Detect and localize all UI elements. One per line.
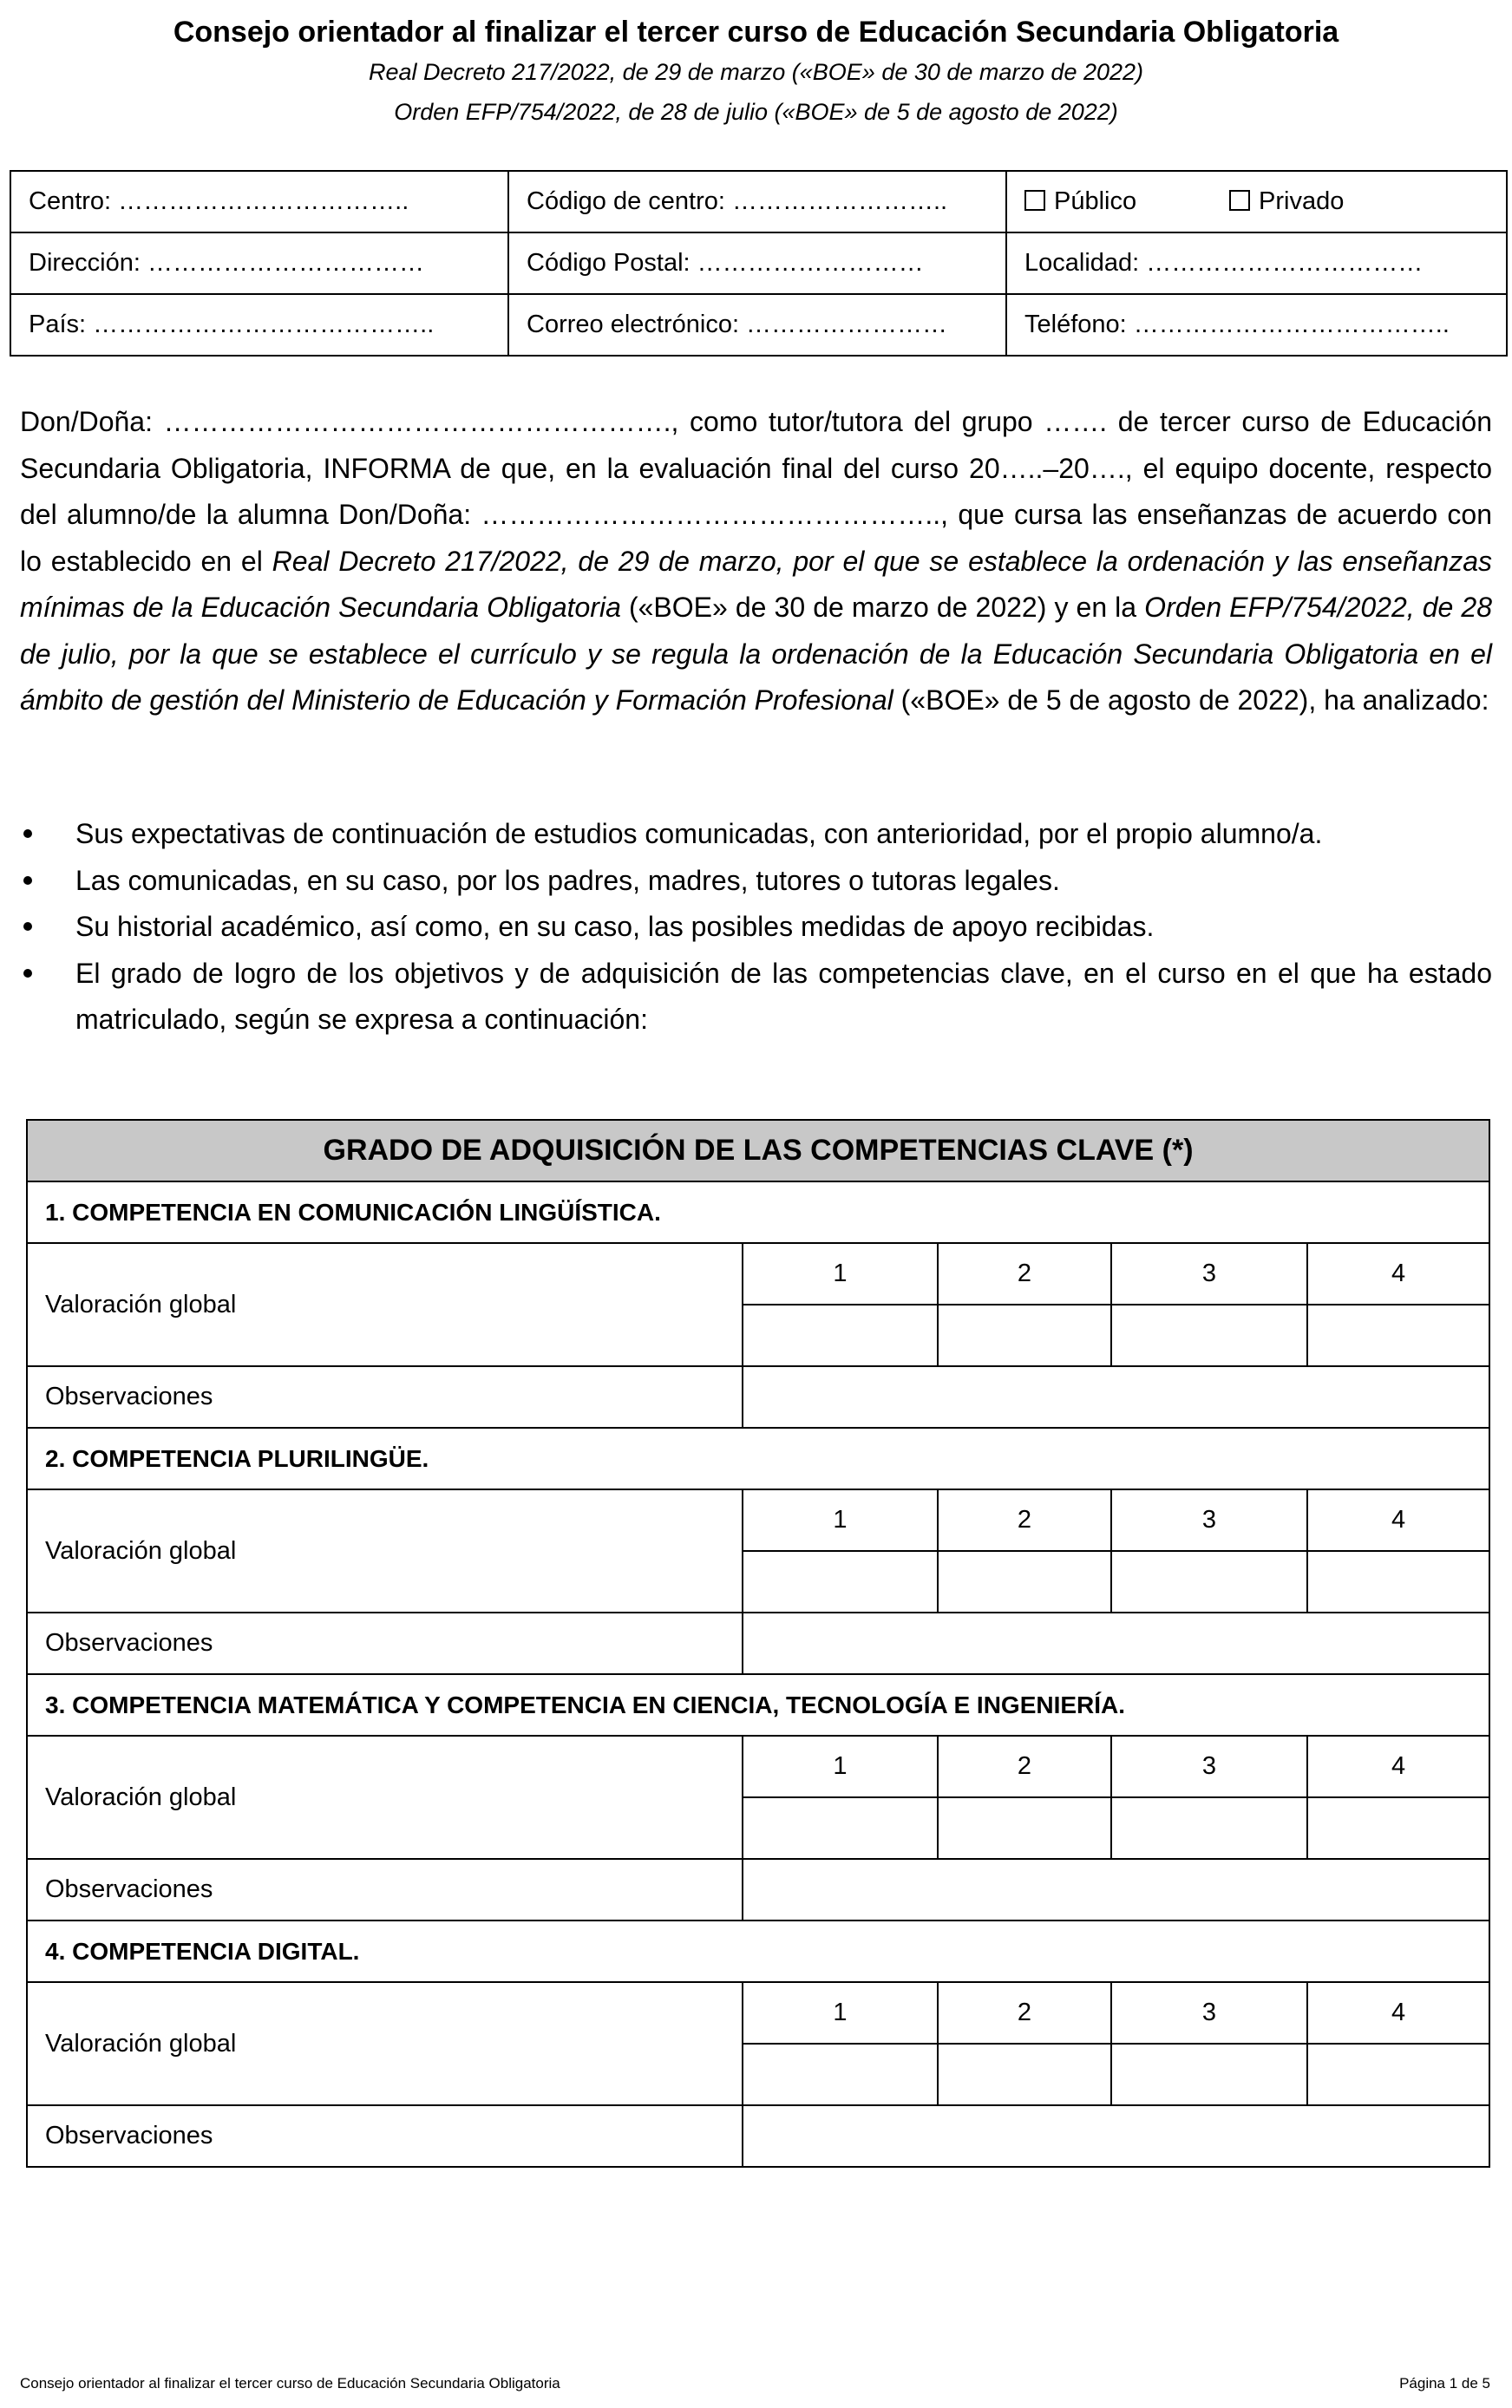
analysis-criteria-list xyxy=(20,811,1492,1044)
rating-cell-4[interactable] xyxy=(1307,2044,1489,2105)
scale-3: 3 xyxy=(1111,1489,1307,1551)
bullet-icon xyxy=(23,969,32,978)
valoracion-label: Valoración global xyxy=(27,1489,743,1613)
scale-4: 4 xyxy=(1307,1243,1489,1305)
scale-3: 3 xyxy=(1111,1736,1307,1797)
valoracion-label: Valoración global xyxy=(27,1243,743,1366)
observaciones-field[interactable] xyxy=(743,2105,1489,2167)
centro-field[interactable]: Centro: …………………………….. xyxy=(10,171,508,232)
publico-checkbox[interactable] xyxy=(1024,190,1045,211)
tipo-centro xyxy=(1006,171,1507,232)
order-citation: Orden EFP/754/2022, de 28 de julio, por la que se establece el currículo y se regula la ordenación de la Educación Secundaria Obligatoria en el ámbito de gestión del Ministerio de Educación y Formación Profesional xyxy=(20,592,1493,716)
rating-cell-2[interactable] xyxy=(938,1797,1111,1859)
observaciones-field[interactable] xyxy=(743,1613,1489,1674)
scale-2: 2 xyxy=(938,1982,1111,2044)
rating-cell-1[interactable] xyxy=(743,1305,938,1366)
observaciones-field[interactable] xyxy=(743,1859,1489,1921)
page-footer xyxy=(20,2375,1490,2392)
codigo-centro-field[interactable]: Código de centro: …………………….. xyxy=(508,171,1006,232)
scale-1: 1 xyxy=(743,1982,938,2044)
rating-cell-2[interactable] xyxy=(938,2044,1111,2105)
list-item-text: Su historial académico, así como, en su caso, las posibles medidas de apoyo recibidas. xyxy=(75,911,1155,942)
localidad-field[interactable]: Localidad: …………………………… xyxy=(1006,232,1507,294)
statement-part-1: Don/Doña: ………………………………………………., como tutor/tutora del grupo ……. de tercer curso de Educación Secundaria Obligatoria, INFORMA de que, en la evaluación final del curso 20…..–20…., el equipo docente, respecto del alumno/de la alumna Don/Doña: ………………………………………….., que cursa las enseñanzas de acuerdo con lo establecido en el xyxy=(20,406,1492,577)
scale-2: 2 xyxy=(938,1489,1111,1551)
decree-citation: Real Decreto 217/2022, de 29 de marzo, por el que se establece la ordenación y las enseñanzas mínimas de la Educación Secundaria Obligatoria xyxy=(20,545,1493,623)
rating-cell-2[interactable] xyxy=(938,1305,1111,1366)
competencias-heading: GRADO DE ADQUISICIÓN DE LAS COMPETENCIAS CLAVE (*) xyxy=(27,1120,1489,1181)
scale-2: 2 xyxy=(938,1736,1111,1797)
page-number: Página 1 de 5 xyxy=(1399,2375,1490,2392)
center-info-table xyxy=(10,170,1508,357)
scale-3: 3 xyxy=(1111,1243,1307,1305)
privado-label: Privado xyxy=(1259,187,1345,215)
scale-3: 3 xyxy=(1111,1982,1307,2044)
privado-option[interactable] xyxy=(1229,187,1434,216)
observaciones-field[interactable] xyxy=(743,1366,1489,1428)
bullet-icon xyxy=(23,922,32,931)
publico-label: Público xyxy=(1054,187,1137,215)
footer-title: Consejo orientador al finalizar el tercer curso de Educación Secundaria Obligatoria xyxy=(20,2375,560,2392)
privado-checkbox[interactable] xyxy=(1229,190,1250,211)
list-item xyxy=(20,904,1492,951)
bullet-icon xyxy=(23,829,32,838)
rating-cell-3[interactable] xyxy=(1111,1305,1307,1366)
list-item xyxy=(20,951,1492,1044)
telefono-field[interactable]: Teléfono: ……………………………….. xyxy=(1006,294,1507,356)
statement-part-3: («BOE» de 5 de agosto de 2022), ha analizado: xyxy=(893,684,1489,716)
pais-field[interactable]: País: ………………………………….. xyxy=(10,294,508,356)
competencia-title: 2. COMPETENCIA PLURILINGÜE. xyxy=(27,1428,1489,1489)
scale-4: 4 xyxy=(1307,1489,1489,1551)
list-item-text: Sus expectativas de continuación de estudios comunicadas, con anterioridad, por el propio alumno/a. xyxy=(75,818,1323,849)
valoracion-label: Valoración global xyxy=(27,1982,743,2105)
list-item-text: El grado de logro de los objetivos y de adquisición de las competencias clave, en el curso en el que ha estado matriculado, según se expresa a continuación: xyxy=(75,957,1492,1035)
observaciones-label: Observaciones xyxy=(27,1366,743,1428)
scale-1: 1 xyxy=(743,1489,938,1551)
rating-cell-1[interactable] xyxy=(743,1797,938,1859)
rating-cell-3[interactable] xyxy=(1111,2044,1307,2105)
bullet-icon xyxy=(23,876,32,885)
scale-1: 1 xyxy=(743,1736,938,1797)
document-title: Consejo orientador al finalizar el tercer curso de Educación Secundaria Obligatoria xyxy=(173,16,1339,49)
order-reference: Orden EFP/754/2022, de 28 de julio («BOE» de 5 de agosto de 2022) xyxy=(394,99,1118,125)
rating-cell-3[interactable] xyxy=(1111,1551,1307,1613)
codigo-postal-field[interactable]: Código Postal: ……………………… xyxy=(508,232,1006,294)
rating-cell-2[interactable] xyxy=(938,1551,1111,1613)
scale-1: 1 xyxy=(743,1243,938,1305)
scale-2: 2 xyxy=(938,1243,1111,1305)
rating-cell-3[interactable] xyxy=(1111,1797,1307,1859)
decree-reference: Real Decreto 217/2022, de 29 de marzo («BOE» de 30 de marzo de 2022) xyxy=(368,59,1144,85)
list-item xyxy=(20,858,1492,905)
rating-cell-1[interactable] xyxy=(743,1551,938,1613)
competencia-title: 4. COMPETENCIA DIGITAL. xyxy=(27,1921,1489,1982)
observaciones-label: Observaciones xyxy=(27,2105,743,2167)
observaciones-label: Observaciones xyxy=(27,1859,743,1921)
list-item xyxy=(20,811,1492,858)
correo-field[interactable]: Correo electrónico: …………………… xyxy=(508,294,1006,356)
competencia-title: 1. COMPETENCIA EN COMUNICACIÓN LINGÜÍSTICA. xyxy=(27,1181,1489,1243)
competencia-title: 3. COMPETENCIA MATEMÁTICA Y COMPETENCIA EN CIENCIA, TECNOLOGÍA E INGENIERÍA. xyxy=(27,1674,1489,1736)
scale-4: 4 xyxy=(1307,1982,1489,2044)
tutor-statement xyxy=(20,399,1492,724)
publico-option[interactable] xyxy=(1024,187,1229,216)
rating-cell-1[interactable] xyxy=(743,2044,938,2105)
rating-cell-4[interactable] xyxy=(1307,1305,1489,1366)
document-header xyxy=(0,12,1512,132)
direccion-field[interactable]: Dirección: …………………………… xyxy=(10,232,508,294)
rating-cell-4[interactable] xyxy=(1307,1797,1489,1859)
rating-cell-4[interactable] xyxy=(1307,1551,1489,1613)
statement-part-2: («BOE» de 30 de marzo de 2022) y en la xyxy=(620,592,1145,623)
scale-4: 4 xyxy=(1307,1736,1489,1797)
list-item-text: Las comunicadas, en su caso, por los padres, madres, tutores o tutoras legales. xyxy=(75,864,1060,896)
valoracion-label: Valoración global xyxy=(27,1736,743,1859)
competencias-table xyxy=(26,1119,1490,2168)
observaciones-label: Observaciones xyxy=(27,1613,743,1674)
